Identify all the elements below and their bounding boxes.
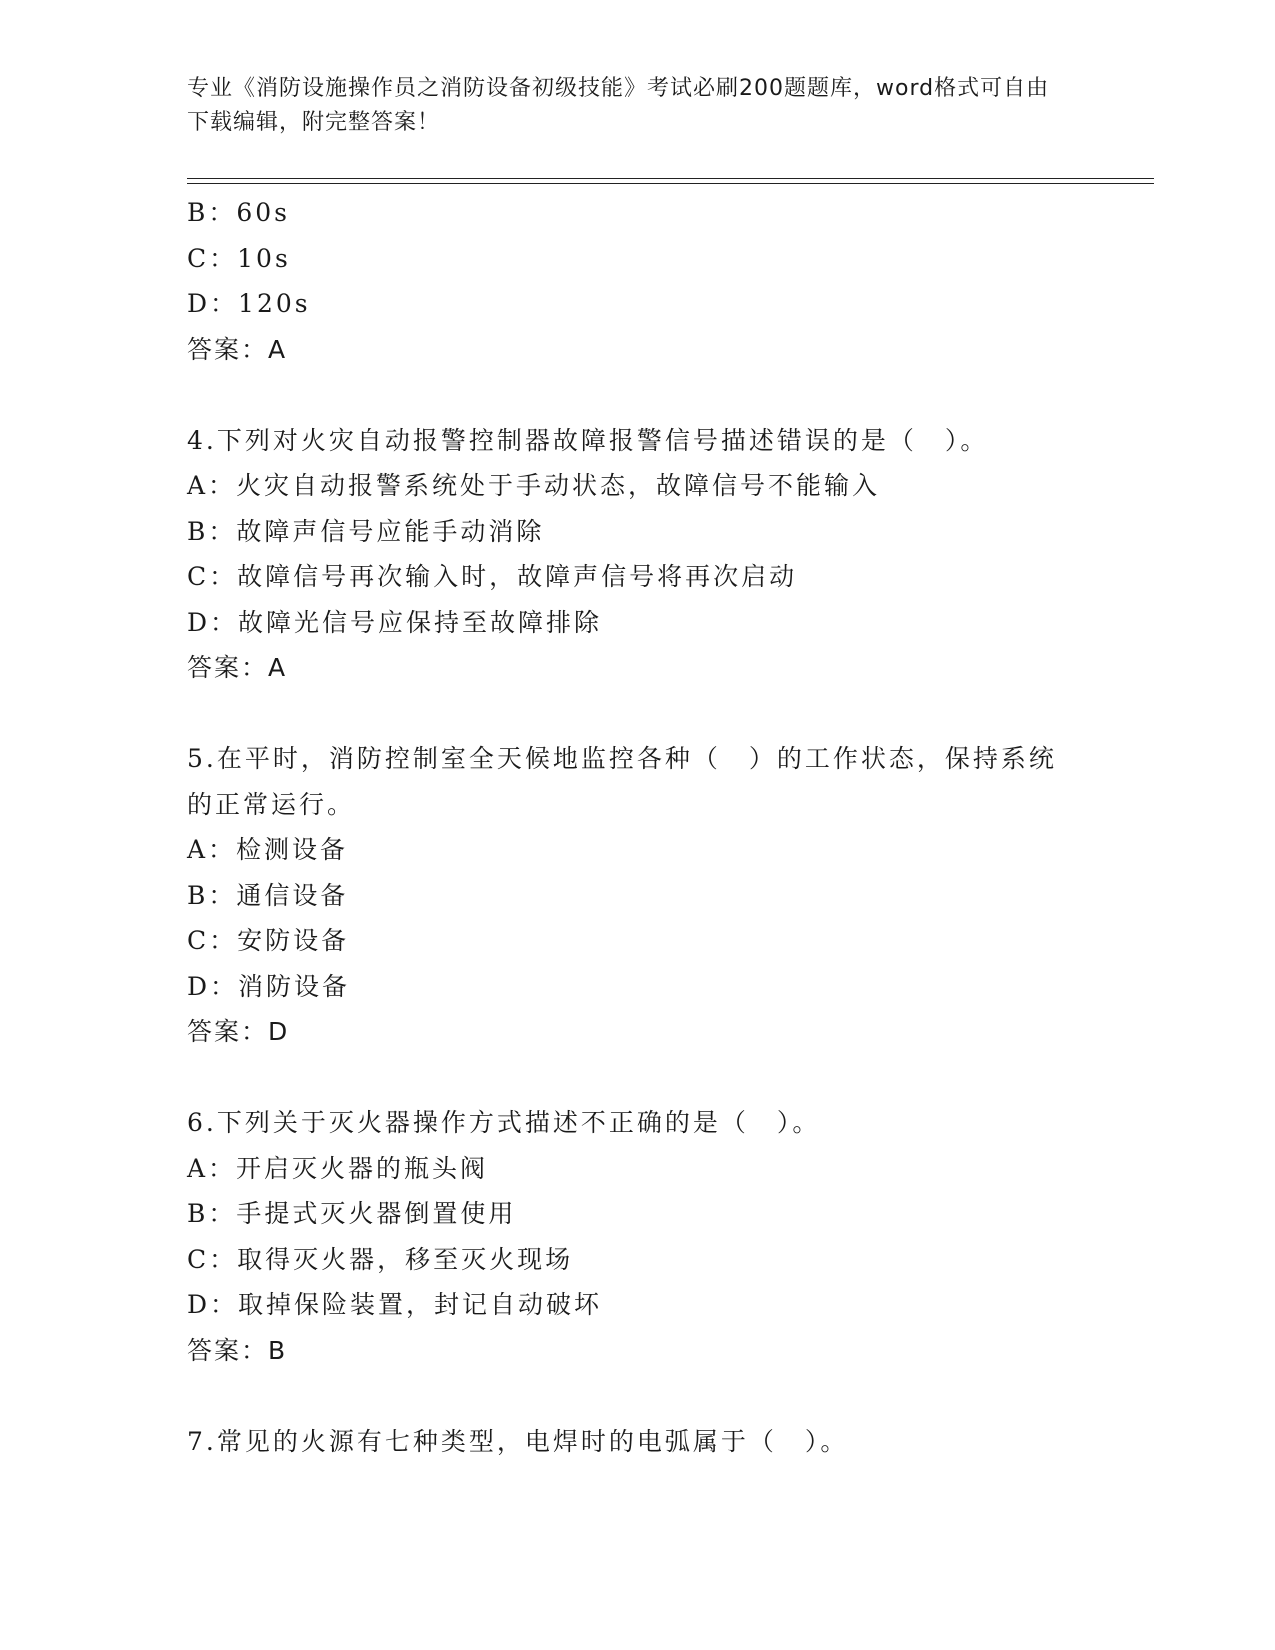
header-title: 专业《消防设施操作员之消防设备初级技能》考试必刷200题题库，word格式可自由下载编辑，附完整答案！ [187, 76, 1050, 135]
option-d: D：取掉保险装置，封记自动破坏 [187, 1290, 603, 1319]
option-a: A：开启灭火器的瓶头阀 [187, 1153, 489, 1183]
option-c: C：10s [187, 243, 291, 273]
question-stem: 7.常见的火源有七种类型，电焊时的电弧属于（ ）。 [187, 1426, 849, 1456]
option-b: B：手提式灭火器倒置使用 [187, 1199, 517, 1228]
spacer [187, 1373, 1154, 1419]
answer: 答案：D [187, 1017, 290, 1046]
question-7 [187, 1419, 1154, 1465]
option-b: B：通信设备 [187, 880, 349, 910]
spacer [187, 1055, 1154, 1101]
question-5 [187, 736, 1154, 1055]
option-d: D：消防设备 [187, 971, 351, 1001]
question-stem: 5.在平时，消防控制室全天候地监控各种（ ）的工作状态，保持系统的正常运行。 [187, 744, 1057, 819]
option-d: D：120s [187, 289, 311, 318]
option-a: A：火灾自动报警系统处于手动状态，故障信号不能输入 [187, 471, 881, 500]
answer: 答案：A [187, 334, 288, 364]
spacer [187, 372, 1154, 418]
question-6 [187, 1100, 1154, 1373]
answer: 答案：B [187, 1335, 288, 1365]
option-c: C：故障信号再次输入时，故障声信号将再次启动 [187, 562, 798, 591]
page-header [187, 72, 1067, 140]
question-3 [187, 190, 1154, 372]
question-stem: 4.下列对火灾自动报警控制器故障报警信号描述错误的是（ ）。 [187, 425, 989, 455]
option-a: A：检测设备 [187, 835, 349, 864]
spacer [187, 691, 1154, 737]
answer: 答案：A [187, 653, 288, 682]
option-c: C：取得灭火器，移至灭火现场 [187, 1244, 574, 1274]
option-b: B：故障声信号应能手动消除 [187, 516, 545, 546]
header-divider-bottom [187, 183, 1154, 184]
question-list [187, 190, 1154, 1464]
option-b: B：60s [187, 198, 291, 227]
option-d: D：故障光信号应保持至故障排除 [187, 607, 603, 637]
header-divider-top [187, 178, 1154, 179]
question-stem: 6.下列关于灭火器操作方式描述不正确的是（ ）。 [187, 1108, 821, 1137]
question-4 [187, 418, 1154, 691]
option-c: C：安防设备 [187, 926, 350, 955]
